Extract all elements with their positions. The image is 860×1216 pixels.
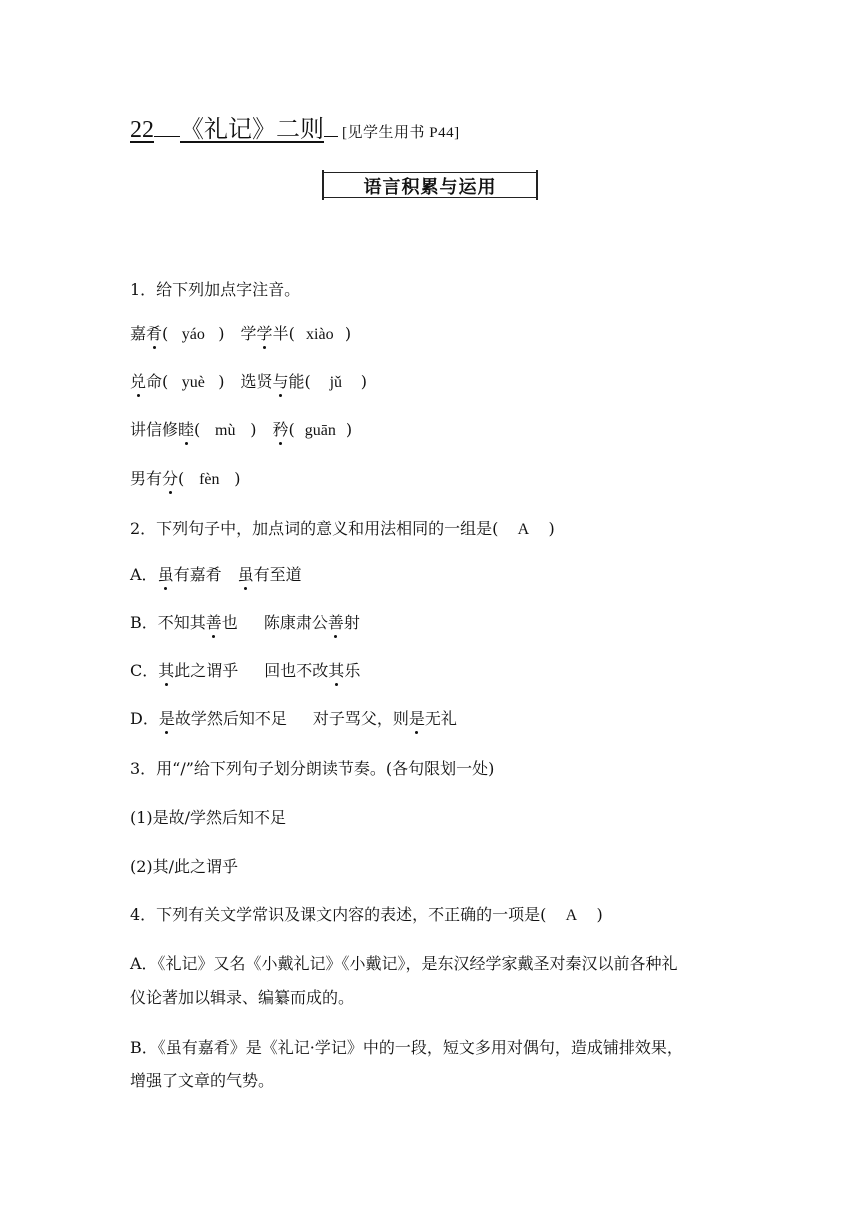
pinyin-answer: yáo [181,326,205,343]
q4-answer: A [565,907,578,924]
pinyin-answer: yuè [181,374,205,391]
q3-item-1: (1)是故/学然后知不足 [130,808,287,827]
q1-item: 兑命( yuè ) [130,372,225,391]
q2-option-d: D．是故学然后知不足 对子骂父，则是无礼 [130,707,457,731]
q4-stem: 4．下列有关文学常识及课文内容的表述，不正确的一项是( [130,905,547,924]
dotted-char: 分 [162,467,178,491]
q2-option-c: C．其此之谓乎 回也不改其乐 [130,659,360,683]
q2-stem: 2．下列句子中，加点词的意义和用法相同的一组是( [130,519,499,538]
heading-underline-tail [324,120,338,137]
section-tick-left [322,170,324,200]
q1-item: 男有分( fèn ) [130,469,241,488]
q3-stem: 3．用“/”给下列句子划分朗读节奏。(各句限划一处) [130,759,495,778]
q1-line-1 [130,322,351,347]
lesson-heading [130,112,460,149]
q4-option-a-line-1: A．《礼记》又名《小戴礼记》《小戴记》，是东汉经学家戴圣对秦汉以前各种礼 [130,954,678,973]
section-bar-top [322,172,538,176]
q2-option-b: B．不知其善也 陈康肃公善射 [130,611,360,635]
q2-answer: A [517,521,530,538]
lesson-number: 22 [130,117,154,143]
dotted-char: 虽 [158,563,174,587]
q4-close-paren: ) [596,905,603,924]
q1-item: 讲信修睦( mù ) [130,420,257,439]
dotted-char: 兑 [130,370,146,394]
dotted-char: 肴 [146,322,162,346]
pinyin-answer: jǔ [329,374,343,391]
dotted-char: 其 [328,659,344,683]
lesson-title: 《礼记》二则 [180,115,324,143]
q1-line-3 [130,418,352,443]
dotted-char: 学 [257,322,273,346]
section-bar-bottom [322,197,538,198]
q1-line-4 [130,467,241,492]
dotted-char: 与 [273,370,289,394]
dotted-char: 虽 [238,563,254,587]
section-tick-right [536,170,538,200]
dotted-char: 善 [206,611,222,635]
q4-option-b-line-2: 增强了文章的气势。 [130,1071,275,1090]
q2-close-paren: ) [548,519,555,538]
q4-stem-line [130,903,603,928]
q1-line-2 [130,370,367,395]
q1-item: 选贤与能( jǔ ) [241,372,368,391]
heading-underline-gap [154,112,180,137]
dotted-char: 善 [328,611,344,635]
pinyin-answer: guān [304,422,336,439]
pinyin-answer: fèn [199,471,220,488]
pinyin-answer: xiào [306,326,334,343]
q4-option-b-line-1: B．《虽有嘉肴》是《礼记·学记》中的一段，短文多用对偶句，造成铺排效果， [130,1038,683,1057]
dotted-char: 其 [158,659,174,683]
q1-item: 矜( guān ) [273,420,353,439]
dotted-char: 睦 [178,418,194,442]
section-label: 语言积累与运用 [363,177,497,198]
q2-stem-line [130,517,555,542]
q1-stem: 1．给下列加点字注音。 [130,280,301,299]
q3-item-2: (2)其/此之谓乎 [130,857,239,876]
q2-option-a: A．虽有嘉肴 虽有至道 [130,563,302,587]
dotted-char: 是 [159,707,175,731]
section-badge [322,172,538,198]
q1-item: 学学半( xiào ) [241,324,352,343]
pinyin-answer: mù [215,422,236,439]
book-reference: [见学生用书 P44] [342,125,460,141]
q1-item: 嘉肴( yáo ) [130,324,225,343]
dotted-char: 是 [409,707,425,731]
q4-option-a-line-2: 仪论著加以辑录、编纂而成的。 [130,988,355,1007]
dotted-char: 矜 [273,418,289,442]
